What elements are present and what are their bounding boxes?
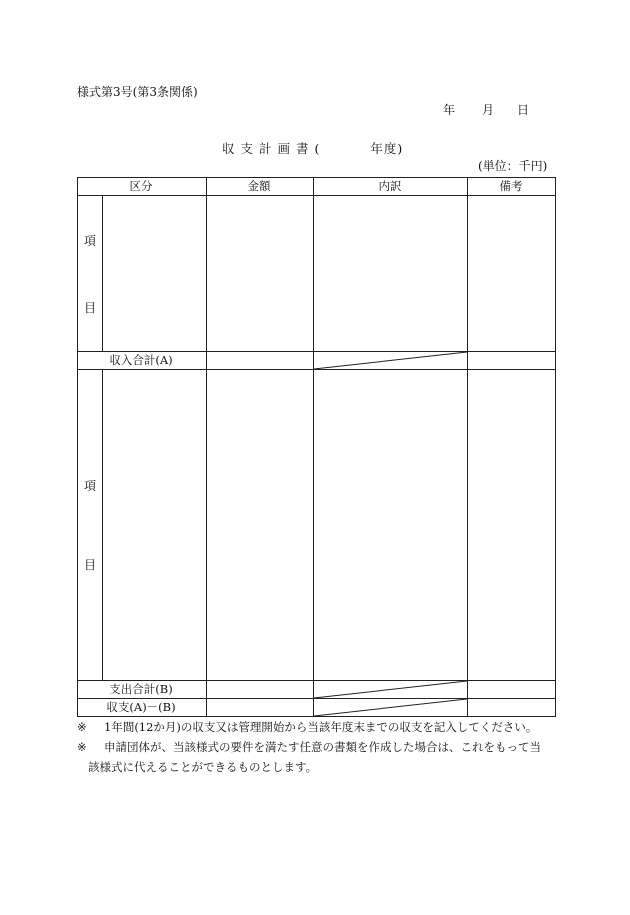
unit-label: (単位：千円) [478, 159, 548, 173]
note2-text-line1: 申請団体が、当該様式の要件を満たす任意の書類を作成した場合は、これをもって当 [104, 740, 541, 754]
column-header-breakdown: 内訳 [378, 179, 402, 193]
income-total-label: 収入合計(A) [109, 353, 173, 367]
note2-mark: ※ [77, 740, 87, 754]
expense-section-char-2: 目 [84, 558, 97, 572]
title-main: 収支計画書( [222, 141, 326, 156]
income-section-char-2: 目 [84, 301, 97, 315]
date-day-label: 日 [517, 103, 530, 117]
form-number: 様式第3号(第3条関係) [77, 85, 198, 99]
column-header-remarks: 備考 [499, 179, 523, 193]
expense-total-diagonal [314, 681, 467, 698]
note2-text-line2: 該様式に代えることができるものとします。 [88, 760, 318, 774]
note1-mark: ※ [77, 720, 87, 734]
note1-text: 1年間(12か月)の収支又は管理開始から当該年度末までの収支を記入してください。 [104, 720, 538, 734]
income-total-diagonal [314, 352, 467, 369]
column-header-amount: 金額 [247, 179, 271, 193]
column-header-category: 区分 [129, 179, 153, 193]
expense-section-char-1: 項 [84, 479, 97, 493]
date-month-label: 月 [482, 103, 495, 117]
income-section-char-1: 項 [84, 234, 97, 248]
expense-total-label: 支出合計(B) [109, 682, 173, 696]
date-year-label: 年 [443, 103, 456, 117]
title-year: 年度) [370, 141, 404, 156]
balance-label: 収支(A)－(B) [106, 700, 176, 714]
balance-diagonal [314, 699, 467, 716]
